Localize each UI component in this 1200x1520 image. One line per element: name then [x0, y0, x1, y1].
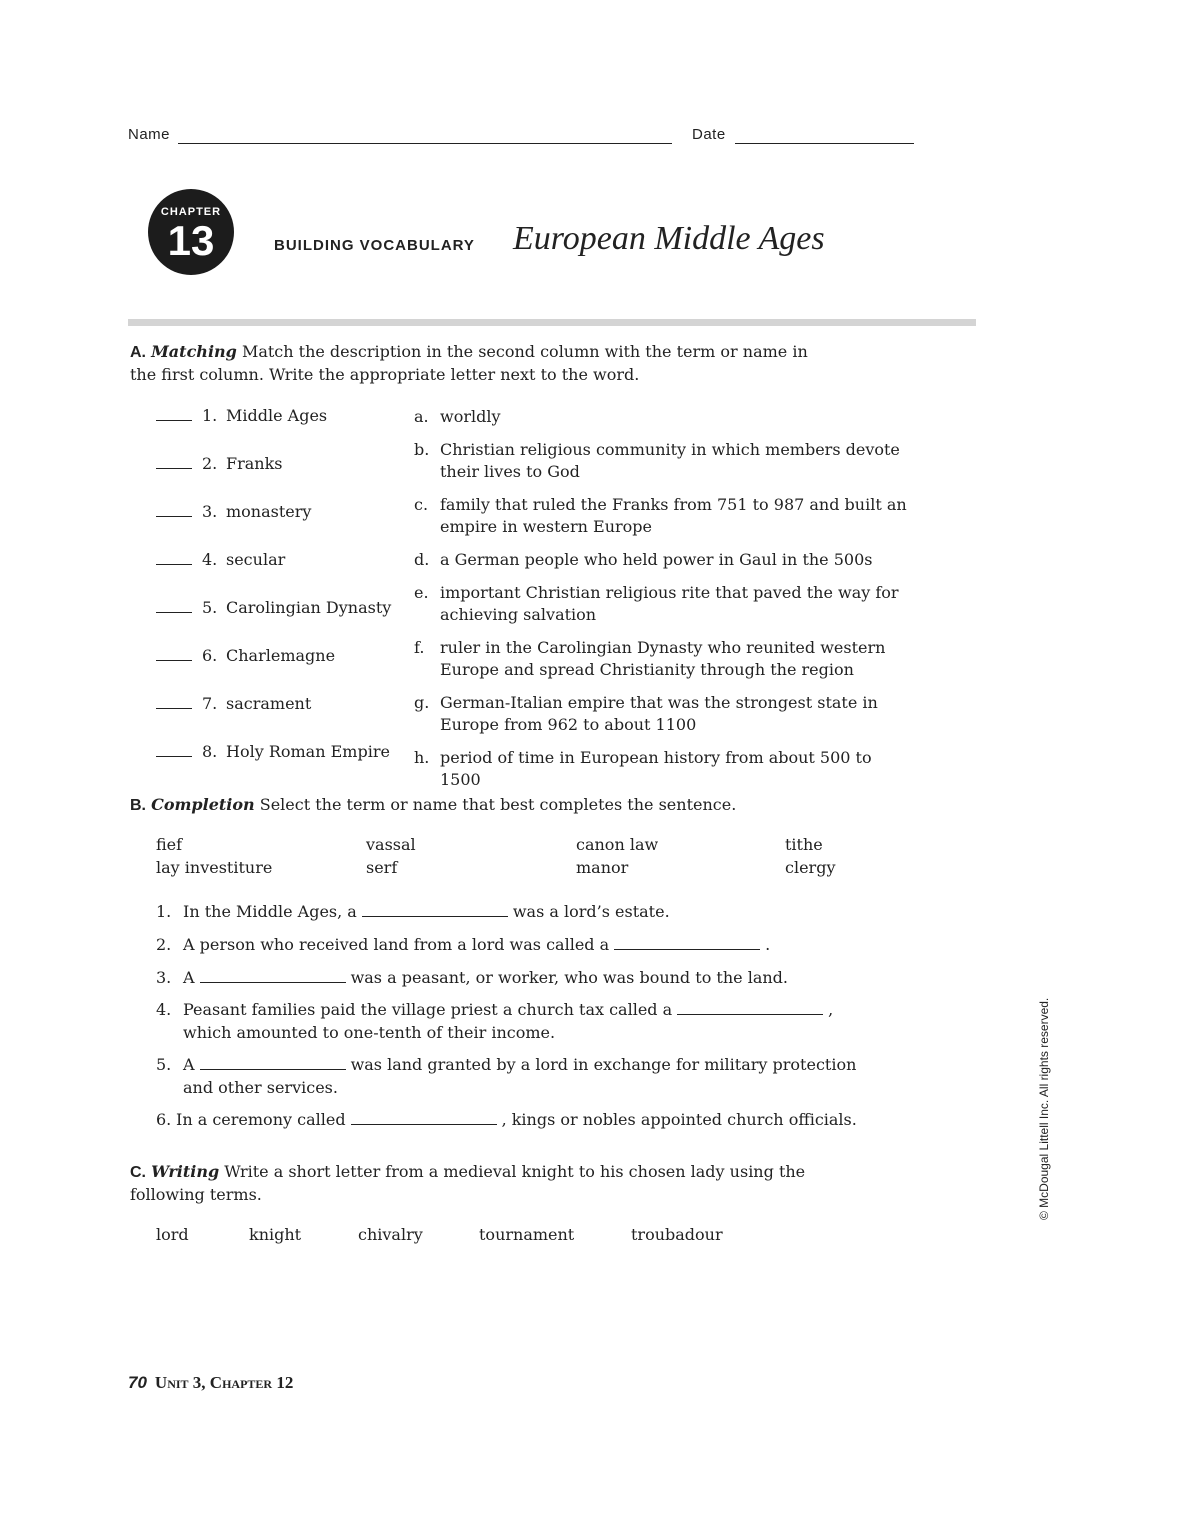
copyright-notice: © McDougal Littell Inc. All rights reserved. — [1037, 997, 1051, 1220]
page-footer — [128, 1373, 293, 1393]
matching-description: a. worldly — [414, 407, 501, 426]
section-b-name: Completion — [151, 795, 255, 814]
matching-description: b. Christian religious community in which members devote their lives to God — [414, 440, 900, 481]
matching-description: f. ruler in the Carolingian Dynasty who reunited western Europe and spread Christianity through the region — [414, 638, 886, 679]
section-c-text: Write a short letter from a medieval knight to his chosen lady using the following terms. — [130, 1162, 806, 1204]
completion-sentence: 6. In a ceremony called , kings or nobles appointed church officials. — [156, 1110, 857, 1129]
word-bank-item: fief — [156, 835, 183, 854]
word-bank-item: lay investiture — [156, 858, 273, 877]
answer-blank[interactable] — [351, 1123, 497, 1125]
matching-term: 2. Franks — [156, 454, 283, 473]
writing-term: troubadour — [631, 1225, 723, 1244]
completion-sentence: 4. Peasant families paid the village priest a church tax called a , which amounted to one-tenth of their income. — [156, 1000, 834, 1042]
page-title: European Middle Ages — [513, 220, 825, 257]
date-field-line[interactable] — [735, 143, 914, 144]
section-b-letter: B. — [130, 797, 146, 814]
answer-blank[interactable] — [614, 948, 760, 950]
word-bank-item: serf — [366, 858, 398, 877]
section-c-name: Writing — [151, 1162, 220, 1181]
name-label: Name — [128, 126, 171, 143]
word-bank-item: clergy — [785, 858, 836, 877]
answer-blank[interactable] — [156, 611, 192, 613]
answer-blank[interactable] — [362, 915, 508, 917]
completion-sentence: 3. A was a peasant, or worker, who was bound to the land. — [156, 968, 788, 987]
matching-term: 4. secular — [156, 550, 285, 569]
matching-description: h. period of time in European history from about 500 to 1500 — [414, 748, 872, 789]
date-label: Date — [692, 126, 726, 143]
word-bank-item: vassal — [366, 835, 416, 854]
completion-sentence: 2. A person who received land from a lord was called a . — [156, 935, 771, 954]
name-field-line[interactable] — [178, 143, 672, 144]
section-a-instructions — [130, 341, 810, 386]
matching-term: 1. Middle Ages — [156, 406, 327, 425]
answer-blank[interactable] — [156, 755, 192, 757]
section-a-letter: A. — [130, 344, 146, 361]
answer-blank[interactable] — [156, 467, 192, 469]
answer-blank[interactable] — [156, 659, 192, 661]
answer-blank[interactable] — [156, 515, 192, 517]
matching-description: e. important Christian religious rite that paved the way for achieving salvation — [414, 583, 899, 624]
section-c-instructions — [130, 1161, 810, 1206]
section-a-name: Matching — [151, 342, 237, 361]
header-divider — [128, 319, 976, 326]
chapter-badge — [148, 189, 234, 275]
word-bank-item: manor — [576, 858, 629, 877]
matching-term: 5. Carolingian Dynasty — [156, 598, 391, 617]
page-number: 70 — [128, 1373, 147, 1392]
section-c-letter: C. — [130, 1164, 146, 1181]
word-bank-item: canon law — [576, 835, 659, 854]
answer-blank[interactable] — [677, 1013, 823, 1015]
answer-blank[interactable] — [156, 563, 192, 565]
unit-chapter: Unit 3, Chapter 12 — [154, 1373, 294, 1392]
answer-blank[interactable] — [156, 707, 192, 709]
section-b-instructions — [130, 794, 830, 817]
word-bank-item: tithe — [785, 835, 823, 854]
answer-blank[interactable] — [200, 981, 346, 983]
writing-term: knight — [249, 1225, 302, 1244]
writing-term: chivalry — [358, 1225, 423, 1244]
worksheet-type: BUILDING VOCABULARY — [274, 237, 475, 254]
chapter-number: 13 — [167, 217, 215, 264]
writing-term: tournament — [479, 1225, 575, 1244]
matching-description: c. family that ruled the Franks from 751 to 987 and built an empire in western Europe — [414, 495, 907, 536]
completion-sentence: 5. A was land granted by a lord in exchange for military protection and other services. — [156, 1055, 857, 1097]
matching-description: g. German-Italian empire that was the strongest state in Europe from 962 to about 1100 — [414, 693, 878, 734]
matching-term: 8. Holy Roman Empire — [156, 742, 390, 761]
matching-description: d. a German people who held power in Gaul in the 500s — [414, 550, 873, 569]
answer-blank[interactable] — [200, 1068, 346, 1070]
matching-term: 3. monastery — [156, 502, 311, 521]
section-a-text: Match the description in the second column with the term or name in the first column. Write the appropriate letter next to the word. — [130, 342, 808, 384]
answer-blank[interactable] — [156, 419, 192, 421]
matching-term: 7. sacrament — [156, 694, 311, 713]
section-b-text: Select the term or name that best completes the sentence. — [259, 795, 737, 814]
chapter-label: CHAPTER — [160, 206, 222, 218]
completion-sentence: 1. In the Middle Ages, a was a lord’s estate. — [156, 902, 670, 921]
writing-term: lord — [156, 1225, 189, 1244]
matching-term: 6. Charlemagne — [156, 646, 335, 665]
